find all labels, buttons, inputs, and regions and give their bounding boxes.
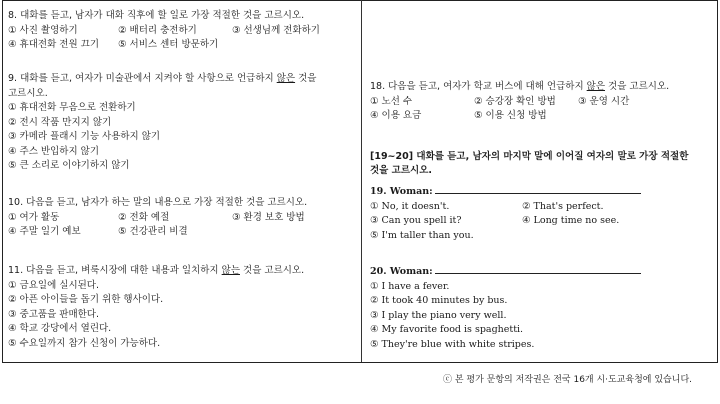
q11-stem-post: 것을 고르시오. [240,265,305,276]
q18-option-2[interactable]: ② 승강장 확인 방법 [474,95,556,107]
q10-option-2[interactable]: ② 전화 예절 [118,211,170,223]
q9-option-2[interactable]: ② 전시 작품 만지지 않기 [8,116,112,128]
q10-option-1[interactable]: ① 여가 활동 [8,211,60,223]
q19-option-1[interactable]: ① No, it doesn't. [370,200,450,212]
q20-option-1[interactable]: ① I have a fever. [370,280,450,292]
q18-option-1[interactable]: ① 노선 수 [370,95,413,107]
q11-option-3[interactable]: ③ 중고품을 판매한다. [8,308,99,320]
question-8-options-row1 [8,24,320,39]
q8-option-2[interactable]: ② 배터리 충전하기 [118,24,197,36]
q10-option-4[interactable]: ④ 주말 일기 예보 [8,226,81,237]
question-19-label-row [370,184,641,200]
q20-label: 20. Woman: [370,266,433,277]
q11-option-1[interactable]: ① 금요일에 실시된다. [8,279,99,291]
q11-option-5[interactable]: ⑤ 수요일까지 참가 신청이 가능하다. [8,337,161,349]
question-10-options-row1 [8,211,307,226]
q20-option-5[interactable]: ⑤ They're blue with white stripes. [370,338,535,350]
q19-option-2[interactable]: ② That's perfect. [522,200,604,212]
question-11-stem [8,264,304,279]
frame-right [717,0,718,362]
q11-stem-underline: 않는 [221,265,240,276]
q18-stem-pre: 18. 다음을 듣고, 여자가 학교 버스에 대해 언급하지 [370,81,587,92]
question-10-stem: 10. 다음을 듣고, 남자가 하는 말의 내용으로 가장 적절한 것을 고르시오. [8,197,308,208]
q18-option-5[interactable]: ⑤ 이용 신청 방법 [474,110,547,121]
q18-stem-post: 것을 고르시오. [605,81,670,92]
q8-option-3[interactable]: ③ 선생님께 전화하기 [232,24,320,36]
question-10-options-row2 [8,225,307,240]
question-19 [370,184,641,243]
column-divider [361,0,362,362]
q9-option-1[interactable]: ① 휴대전화 무음으로 전환하기 [8,102,136,113]
question-20 [370,264,641,352]
question-18 [370,80,669,124]
q20-answer-blank [435,264,641,274]
q9-option-3[interactable]: ③ 카메라 플래시 기능 사용하지 않기 [8,131,161,142]
q19-answer-blank [435,184,641,194]
copyright-footer: ⓒ 본 평가 문항의 저작권은 전국 16개 시·도교육청에 있습니다. [442,375,692,385]
q9-stem-underline: 않은 [276,73,296,84]
q18-option-4[interactable]: ④ 이용 요금 [370,110,422,121]
question-18-options-row1 [370,95,669,110]
group-line-1: [19~20] 대화를 듣고, 남자의 마지막 말에 이어질 여자의 말로 가장 적절한 [370,151,689,162]
question-19-options-row3 [370,229,641,244]
question-19-options-row2 [370,214,641,229]
q18-stem-underline: 않은 [586,81,606,92]
question-8 [8,9,320,53]
group-line-2: 것을 고르시오. [370,165,432,176]
question-19-options-row1 [370,200,641,215]
q10-option-5[interactable]: ⑤ 건강관리 비결 [118,226,188,237]
question-18-stem [370,80,669,95]
q11-stem-pre: 11. 다음을 듣고, 벼룩시장에 대한 내용과 일치하지 [8,265,222,276]
q11-option-2[interactable]: ② 아픈 아이들을 돕기 위한 행사이다. [8,294,164,305]
q20-option-4[interactable]: ④ My favorite food is spaghetti. [370,324,524,335]
q8-option-5[interactable]: ⑤ 서비스 센터 방문하기 [118,39,219,50]
q8-option-4[interactable]: ④ 휴대전화 전원 끄기 [8,39,99,50]
frame-top [2,0,718,1]
q9-option-5[interactable]: ⑤ 큰 소리로 이야기하지 않기 [8,160,130,171]
q19-option-3[interactable]: ③ Can you spell it? [370,215,462,226]
q20-option-2[interactable]: ② It took 40 minutes by bus. [370,295,508,306]
q20-option-3[interactable]: ③ I play the piano very well. [370,309,507,321]
q9-stem-post: 것을 [295,73,317,84]
q19-option-4[interactable]: ④ Long time no see. [522,215,620,226]
question-11 [8,264,304,351]
q8-option-1[interactable]: ① 사진 촬영하기 [8,24,78,36]
question-8-stem: 8. 대화를 듣고, 남자가 대화 직후에 할 일로 가장 적절한 것을 고르시오. [8,10,305,21]
question-10 [8,196,307,240]
q19-option-5[interactable]: ⑤ I'm taller than you. [370,229,474,241]
question-9-stem-line2: 고르시오. [8,87,48,99]
question-9 [8,72,316,174]
q9-stem-pre: 9. 대화를 듣고, 여자가 미술관에서 지켜야 할 사항으로 언급하지 [8,73,277,84]
question-18-options-row2 [370,109,669,124]
group-19-20-instructions [370,150,688,178]
q18-option-3[interactable]: ③ 운영 시간 [578,95,630,107]
q10-option-3[interactable]: ③ 환경 보호 방법 [232,211,305,223]
q9-option-4[interactable]: ④ 주스 반입하지 않기 [8,145,99,157]
q11-option-4[interactable]: ④ 학교 강당에서 열린다. [8,323,112,334]
frame-bottom [2,362,718,363]
q19-label: 19. Woman: [370,186,433,197]
question-20-label-row [370,264,641,280]
question-9-stem [8,72,316,87]
question-8-options-row2 [8,38,320,53]
frame-left [2,0,3,362]
